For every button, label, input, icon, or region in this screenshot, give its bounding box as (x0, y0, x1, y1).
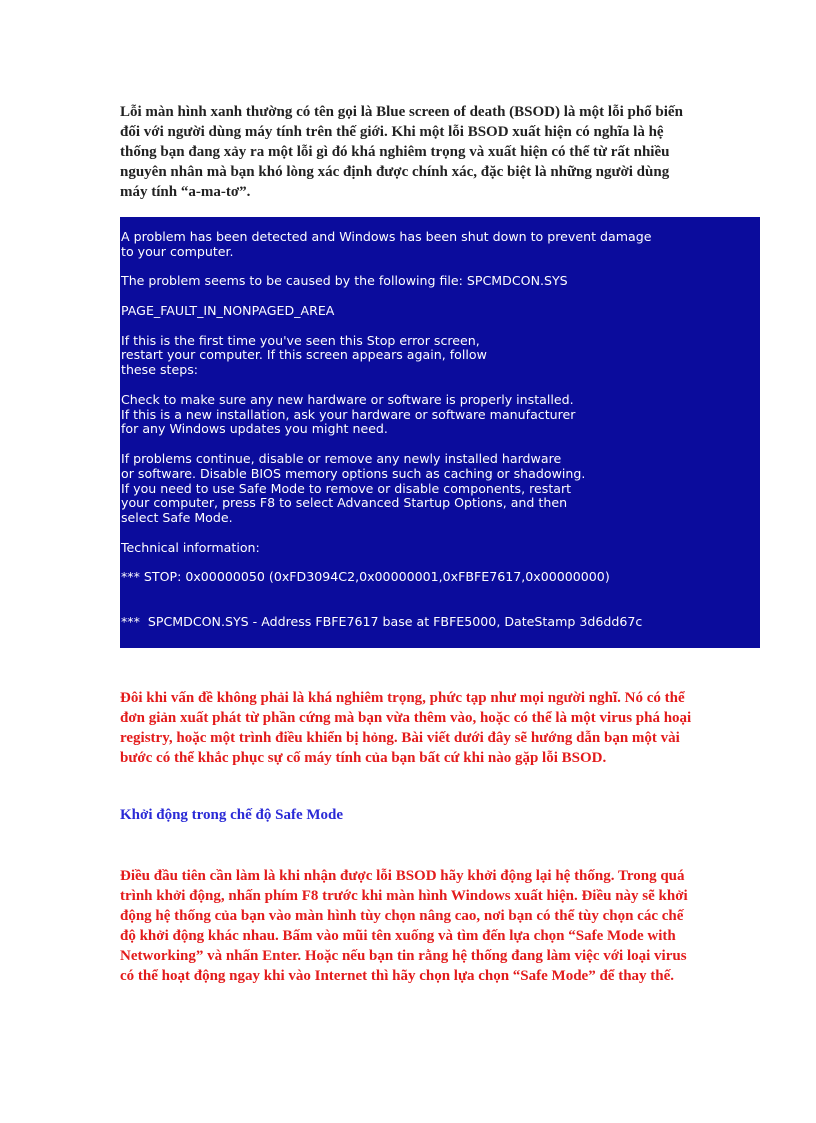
bsod-stop-code-name: PAGE_FAULT_IN_NONPAGED_AREA (121, 302, 335, 318)
bsod-line: Check to make sure any new hardware or software is properly installed. (121, 391, 574, 407)
bsod-line: If problems continue, disable or remove any newly installed hardware (121, 450, 562, 466)
bsod-line: restart your computer. If this screen appears again, follow (121, 347, 487, 363)
intro-paragraph: Lỗi màn hình xanh thường có tên gọi là Blue screen of death (BSOD) là một lỗi phổ biến đối với người dùng máy tính trên thế giới. Khi một lỗi BSOD xuất hiện có nghĩa là hệ thống bạn đang xảy ra một lỗi gì đó khá nghiêm trọng và xuất hiện có thể từ rất nhiều nguyên nhân mà bạn khó lòng xác định được chính xác, đặc biệt là những người dùng máy tính “a-ma-tơ”. (120, 104, 683, 200)
bsod-line: If you need to use Safe Mode to remove or disable components, restart (121, 480, 572, 496)
bsod-line: your computer, press F8 to select Advanced Startup Options, and then (121, 495, 568, 511)
bsod-line: for any Windows updates you might need. (121, 421, 388, 437)
bsod-line: If this is the first time you've seen this Stop error screen, (121, 332, 480, 348)
bsod-line: these steps: (121, 362, 199, 378)
bsod-stop-line: *** STOP: 0x00000050 (0xFD3094C2,0x00000001,0xFBFE7617,0x00000000) (121, 569, 610, 585)
bsod-line: select Safe Mode. (121, 510, 233, 526)
bsod-line: If this is a new installation, ask your hardware or software manufacturer (121, 406, 576, 422)
section-heading: Khởi động trong chế độ Safe Mode (120, 807, 344, 823)
bsod-driver-line: *** SPCMDCON.SYS - Address FBFE7617 base at FBFE5000, DateStamp 3d6dd67c (121, 613, 643, 629)
bsod-line: The problem seems to be caused by the following file: SPCMDCON.SYS (121, 273, 568, 289)
bsod-screenshot (120, 217, 760, 648)
bsod-technical-heading: Technical information: (121, 539, 260, 555)
bsod-line: A problem has been detected and Windows has been shut down to prevent damage (121, 229, 652, 244)
safe-mode-paragraph: Điều đầu tiên cần làm là khi nhận được lỗi BSOD hãy khởi động lại hệ thống. Trong quá trình khởi động, nhấn phím F8 trước khi màn hình Windows xuất hiện. Điều này sẽ khởi động hệ thống của bạn vào màn hình tùy chọn nâng cao, nơi bạn có thể tùy chọn các chế độ khởi động khác nhau. Bấm vào mũi tên xuống và tìm đến lựa chọn “Safe Mode with Networking” và nhấn Enter. Hoặc nếu bạn tin rằng hệ thống đang làm việc với loại virus có thể hoạt động ngay khi vào Internet thì hãy chọn lựa chọn “Safe Mode” để thay thế. (120, 868, 688, 984)
bsod-line: to your computer. (121, 243, 234, 259)
explanation-paragraph: Đôi khi vấn đề không phải là khá nghiêm trọng, phức tạp như mọi người nghĩ. Nó có thể đơn giản xuất phát từ phần cứng mà bạn vừa thêm vào, hoặc có thể là một virus phá hoại registry, hoặc một trình điều khiển bị hỏng. Bài viết dưới đây sẽ hướng dẫn bạn một vài bước có thể khắc phục sự cố máy tính của bạn bất cứ khi nào gặp lỗi BSOD. (120, 690, 692, 766)
bsod-line: or software. Disable BIOS memory options such as caching or shadowing. (121, 465, 586, 481)
